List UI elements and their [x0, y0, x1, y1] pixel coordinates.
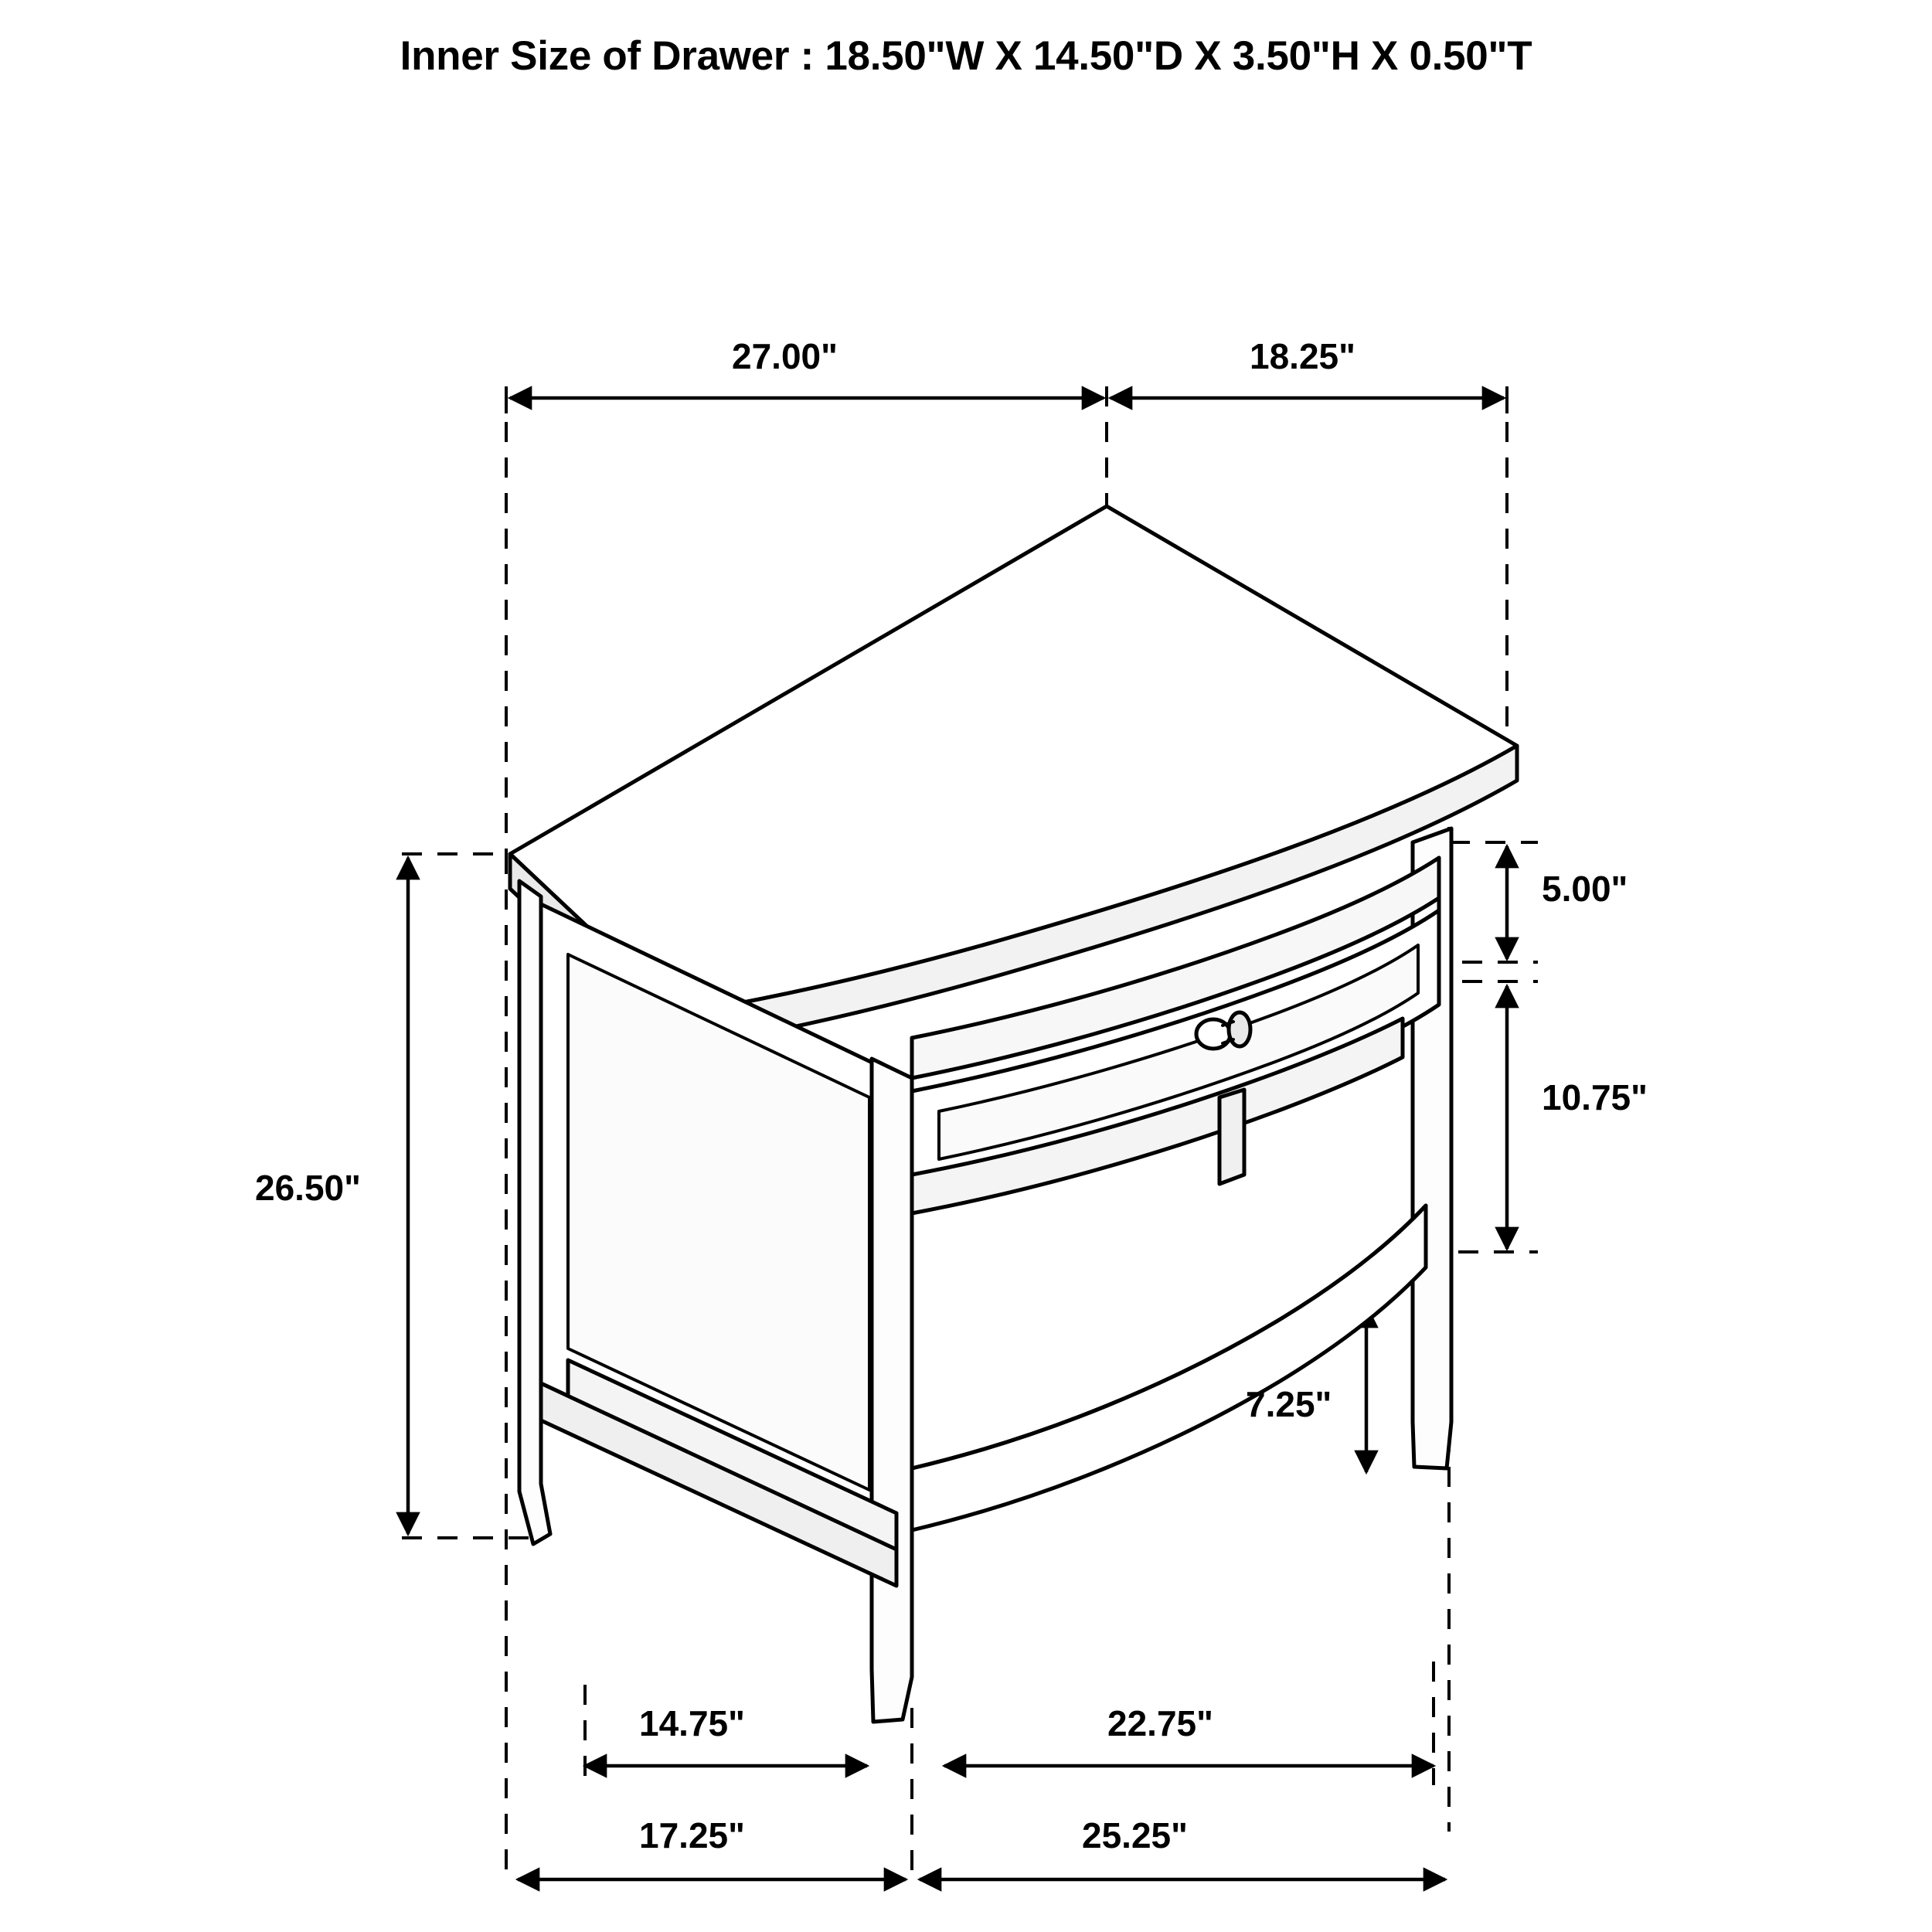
page-title: Inner Size of Drawer : 18.50"W X 14.50"D X 3.50"H X 0.50"T	[400, 33, 1532, 79]
dim-label-base-depth-right: 22.75"	[1107, 1703, 1213, 1743]
dim-label-under-drawer-height: 10.75"	[1542, 1077, 1648, 1117]
dim-label-shelf-clearance: 7.25"	[1246, 1384, 1332, 1424]
nightstand-illustration	[510, 506, 1517, 1722]
dim-label-base-depth-left: 14.75"	[639, 1703, 745, 1743]
dim-label-drawer-front-height: 5.00"	[1542, 869, 1628, 909]
center-support-post	[1219, 1090, 1244, 1184]
leg-front-center	[872, 1059, 912, 1722]
dim-label-overall-height: 26.50"	[255, 1168, 361, 1208]
dim-label-foot-depth-left: 17.25"	[639, 1815, 745, 1855]
dim-label-top-width-right: 18.25"	[1250, 336, 1355, 376]
dim-label-top-width-left: 27.00"	[732, 336, 838, 376]
dim-label-foot-depth-right: 25.25"	[1082, 1815, 1188, 1855]
bottom-curved-rail	[912, 1206, 1426, 1530]
